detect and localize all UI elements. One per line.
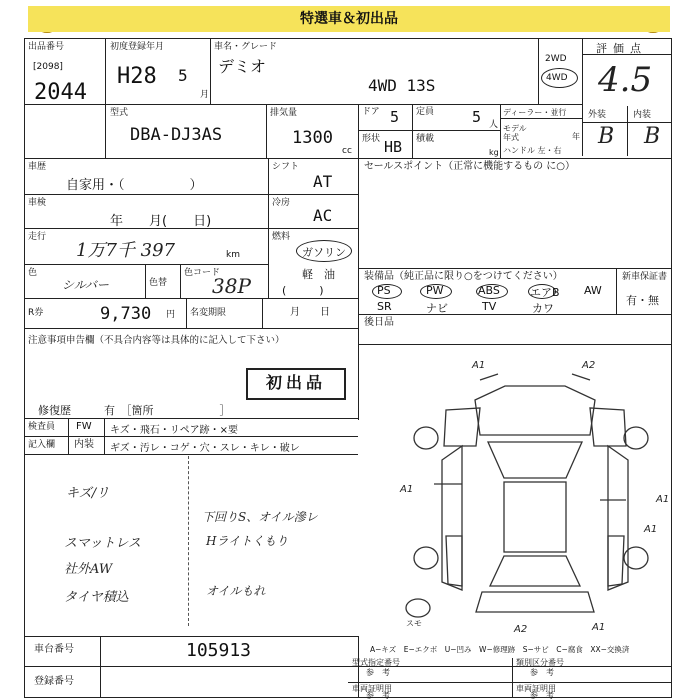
fuel-diesel: 軽 油 xyxy=(302,268,335,281)
damage-mark-7: A1 xyxy=(592,622,606,633)
page-title: 特選車＆初出品 xyxy=(28,6,670,32)
recycle-unit: 円 xyxy=(166,310,176,320)
year-unit: 年 xyxy=(572,132,580,141)
number-code: [2098] xyxy=(33,62,63,72)
capacity-unit: 人 xyxy=(489,120,499,130)
exterior-label: 外装 xyxy=(588,110,607,120)
note-left-1: キズ/リ xyxy=(66,486,110,501)
interior-grade: B xyxy=(644,124,661,149)
model-year-label: モデル年式 xyxy=(503,124,527,142)
load-unit: kg xyxy=(489,148,499,157)
equip-leather: カワ xyxy=(532,302,554,315)
equip-sr: SR xyxy=(377,300,392,313)
note-left-4: タイヤ積込 xyxy=(64,590,129,605)
entry-label: 記入欄 xyxy=(28,440,56,450)
color: シルバー xyxy=(62,278,109,292)
repair-value: 有 ［箇所 ］ xyxy=(104,404,231,417)
shift-label: シフト xyxy=(272,162,300,172)
category-number-label: 類別区分番号 xyxy=(516,658,564,667)
mileage-unit: km xyxy=(226,250,240,260)
score-label: 評価点 xyxy=(596,42,647,55)
ac: AC xyxy=(313,206,333,225)
guarantee-value: 有・無 xyxy=(626,294,659,307)
number-label: 出品番号 xyxy=(28,42,65,52)
interior-check-value: ギズ・汚レ・コゲ・穴・スレ・キレ・破レ xyxy=(110,443,300,454)
damage-mark-2: A2 xyxy=(582,360,596,371)
interior-label: 内装 xyxy=(633,110,652,120)
equip-ps: PS xyxy=(377,284,391,297)
fw-label: FW xyxy=(76,421,92,432)
vehicle-cert2-ref: 参 考 xyxy=(530,691,554,700)
month-unit: 月 xyxy=(200,90,210,100)
drive-2wd-label: 2WD xyxy=(545,54,567,64)
drive-4wd: 4WD xyxy=(546,73,568,83)
damage-mark-5: A1 xyxy=(644,524,658,535)
shape-label: 形状 xyxy=(362,134,381,144)
chassis-label: 車台番号 xyxy=(34,644,74,655)
capacity: 5 xyxy=(472,108,482,126)
interior-check-label: 内装 xyxy=(74,439,94,450)
lot-number: 2044 xyxy=(34,80,87,105)
inspection-value: 年 月( 日) xyxy=(110,214,212,229)
displacement: 1300 xyxy=(292,128,333,148)
notes-label: 注意事項申告欄（不具合内容等は具体的に記入して下さい） xyxy=(28,335,285,346)
equip-airbag: エアB xyxy=(530,286,560,299)
note-right-1: 下回りS、オイル滲レ xyxy=(202,510,318,524)
color-no-label: 色替 xyxy=(149,278,168,288)
fw-value: キズ・飛石・リペア跡・×要 xyxy=(110,425,238,436)
name-change-label: 名変期限 xyxy=(190,308,227,318)
equip-pw: PW xyxy=(426,284,444,297)
spare-tire xyxy=(406,599,430,617)
equip-tv: TV xyxy=(482,300,497,313)
fuel-label: 燃料 xyxy=(272,232,291,242)
color-code-label: 色コード xyxy=(184,268,221,278)
car-damage-diagram xyxy=(390,350,672,640)
damage-mark-1: A1 xyxy=(472,360,486,371)
category-number-ref: 参 考 xyxy=(530,668,554,677)
equip-abs: ABS xyxy=(478,284,500,297)
use-label: 車歴 xyxy=(28,162,47,172)
displacement-label: 排気量 xyxy=(270,108,298,118)
note-right-2: Hライトくもり xyxy=(206,534,289,548)
damage-mark-3: A1 xyxy=(400,484,414,495)
car-roof xyxy=(504,482,566,552)
damage-mark-6: A2 xyxy=(514,624,528,635)
car-left-side xyxy=(442,446,462,590)
wheel-front-left xyxy=(414,427,438,449)
car-right-side xyxy=(608,446,628,590)
car-name: デミオ xyxy=(218,57,267,76)
note-right-3: オイルもれ xyxy=(206,584,266,598)
guarantee-label: 新車保証書 xyxy=(622,272,668,282)
first-reg-year: H28 xyxy=(117,64,157,89)
shift: AT xyxy=(313,172,333,191)
wheel-rear-left xyxy=(414,547,438,569)
dealer-label: ディーラー・並行 xyxy=(503,108,567,117)
damage-legend: A−キズ E−エクボ U−凹み W−修理跡 S−サビ C−腐食 XX−交換済 xyxy=(370,645,630,654)
type-number-ref: 参 考 xyxy=(366,668,390,677)
car-tail xyxy=(476,592,594,612)
exterior-grade: B xyxy=(598,124,615,149)
car-windshield xyxy=(488,442,582,478)
note-left-3: 社外AW xyxy=(64,562,113,577)
color-code: 38P xyxy=(212,274,251,298)
registration-label: 登録番号 xyxy=(34,676,74,687)
name-change-value: 月 日 xyxy=(290,307,330,318)
car-rear-window xyxy=(490,556,580,586)
note-left-2: スマットレス xyxy=(64,536,141,551)
fuel-other: ( ) xyxy=(282,284,324,297)
repair-label: 修復歴 xyxy=(38,404,71,417)
color-label: 色 xyxy=(28,268,38,278)
equip-aw: AW xyxy=(584,284,602,297)
type-number-label: 型式指定番号 xyxy=(352,658,400,667)
model-label: 型式 xyxy=(110,108,129,118)
aftermarket-label: 後日品 xyxy=(364,317,394,328)
recycle: 9,730 xyxy=(100,304,152,324)
vehicle-cert-ref: 参 考 xyxy=(366,691,390,700)
first-reg-label: 初度登録年月 xyxy=(110,42,165,52)
model-code: DBA-DJ3AS xyxy=(130,125,223,145)
first-reg-month: 5 xyxy=(178,66,188,85)
shape: HB xyxy=(384,138,403,156)
mileage-label: 走行 xyxy=(28,232,47,242)
first-listing-stamp: 初出品 xyxy=(246,368,346,400)
car-hood xyxy=(475,386,595,435)
fuel-gas: ガソリン xyxy=(302,246,346,259)
car-name-label: 車名・グレード xyxy=(214,42,278,52)
equip-navi: ナビ xyxy=(426,302,448,315)
equipment-label: 装備品（純正品に限り○をつけてください） xyxy=(364,271,563,282)
inspection-label: 車検 xyxy=(28,198,47,208)
inspector-label: 検査員 xyxy=(28,422,56,432)
score-value: 4.5 xyxy=(598,60,653,100)
handle-label: ハンドル 左・右 xyxy=(503,146,562,155)
chassis-number: 105913 xyxy=(186,640,252,661)
smoke-mark: スモ xyxy=(406,619,422,628)
load-label: 積載 xyxy=(416,134,435,144)
wheel-front-right xyxy=(624,427,648,449)
use-value: 自家用・（ ） xyxy=(66,178,203,193)
recycle-label: R券 xyxy=(28,308,44,318)
mileage: 1万7千 397 xyxy=(76,240,175,261)
doors-label: ドア xyxy=(362,107,380,117)
vehicle-cert2-label: 車両証明用 xyxy=(516,684,556,693)
displacement-unit: cc xyxy=(342,146,352,156)
ac-label: 冷房 xyxy=(272,198,291,208)
doors: 5 xyxy=(390,108,400,126)
capacity-label: 定員 xyxy=(416,107,435,117)
vehicle-cert-label: 車両証明用 xyxy=(352,684,392,693)
sales-label: セールスポイント（正常に機能するもの に○） xyxy=(364,161,576,172)
car-grade: 4WD 13S xyxy=(368,76,436,95)
damage-mark-4: A1 xyxy=(656,494,670,505)
